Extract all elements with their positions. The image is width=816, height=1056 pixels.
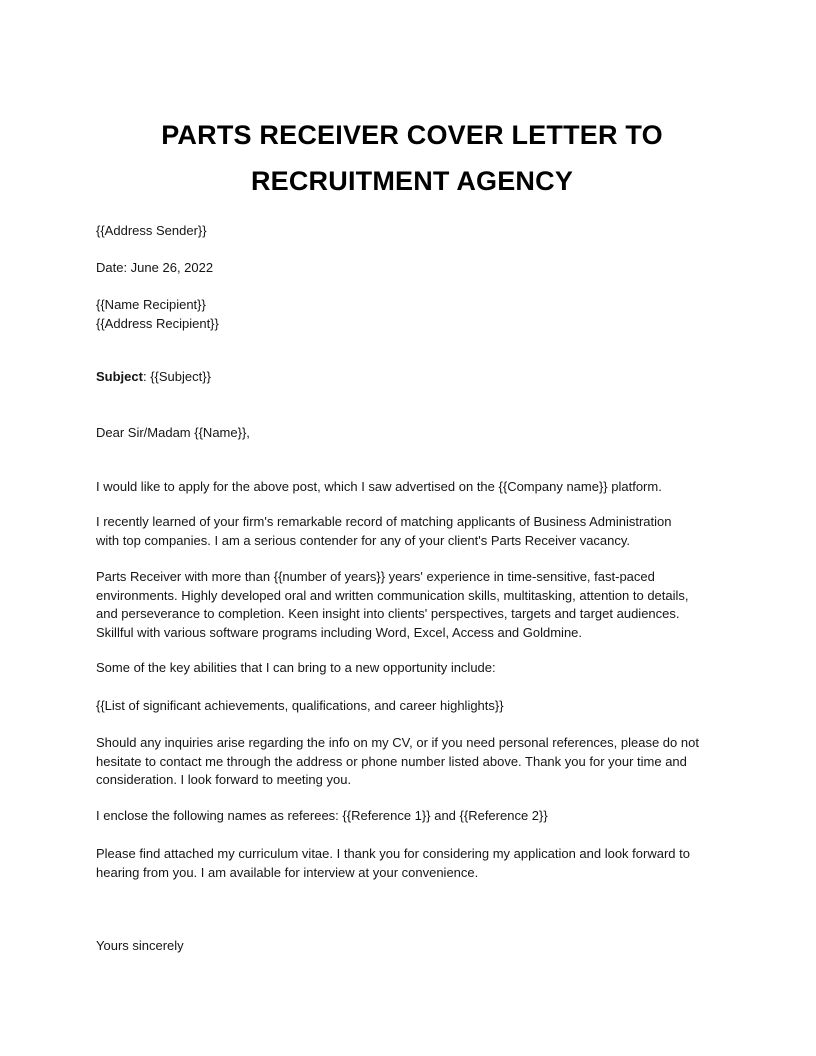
paragraph-line: I recently learned of your firm's remarkable record of matching applicants of Business Administration	[96, 514, 672, 529]
recipient-address: {{Address Recipient}}	[96, 315, 219, 331]
paragraph-line: consideration. I look forward to meeting you.	[96, 772, 352, 787]
recipient-name: {{Name Recipient}}	[96, 297, 206, 312]
paragraph-line: with top companies. I am a serious contender for any of your client's Parts Receiver vacancy.	[96, 532, 631, 548]
closing: Yours sincerely	[96, 938, 184, 953]
subject-label: Subject	[96, 369, 143, 384]
sender-address: {{Address Sender}}	[96, 223, 207, 238]
title-line-2: RECRUITMENT AGENCY	[250, 166, 574, 196]
recipient-block	[96, 296, 728, 333]
paragraph-abilities: Some of the key abilities that I can bring to a new opportunity include:	[96, 660, 496, 675]
paragraph-line: Skillful with various software programs including Word, Excel, Access and Goldmine.	[96, 624, 583, 640]
paragraph-inquiries	[96, 734, 728, 790]
subject-value: : {{Subject}}	[142, 369, 211, 384]
paragraph-firm-record	[96, 513, 728, 550]
paragraph-line: Should any inquiries arise regarding the info on my CV, or if you need personal references, please do not	[96, 735, 699, 750]
paragraph-attachment	[96, 845, 728, 882]
paragraph-line: and perseverance to completion. Keen insight into clients' perspectives, targets and target audiences.	[96, 606, 680, 621]
paragraph-line: environments. Highly developed oral and written communication skills, multitasking, attention to details,	[96, 587, 689, 603]
subject-line	[96, 368, 728, 387]
paragraph-intro: I would like to apply for the above post, which I saw advertised on the {{Company name}} platform.	[96, 479, 662, 494]
paragraph-line: Please find attached my curriculum vitae. I thank you for considering my application and look forward to	[96, 846, 690, 861]
paragraph-line: hesitate to contact me through the address or phone number listed above. Thank you for your time and	[96, 753, 687, 769]
paragraph-experience	[96, 568, 728, 642]
title-line-1: PARTS RECEIVER COVER LETTER TO	[161, 120, 663, 150]
letter-date: Date: June 26, 2022	[96, 260, 214, 275]
paragraph-achievements: {{List of significant achievements, qualifications, and career highlights}}	[96, 698, 504, 713]
document-title	[96, 112, 728, 204]
paragraph-line: hearing from you. I am available for interview at your convenience.	[96, 864, 479, 880]
paragraph-referees: I enclose the following names as referees: {{Reference 1}} and {{Reference 2}}	[96, 808, 548, 823]
salutation: Dear Sir/Madam {{Name}},	[96, 425, 250, 440]
paragraph-line: Parts Receiver with more than {{number of years}} years' experience in time-sensitive, fast-paced	[96, 569, 655, 584]
